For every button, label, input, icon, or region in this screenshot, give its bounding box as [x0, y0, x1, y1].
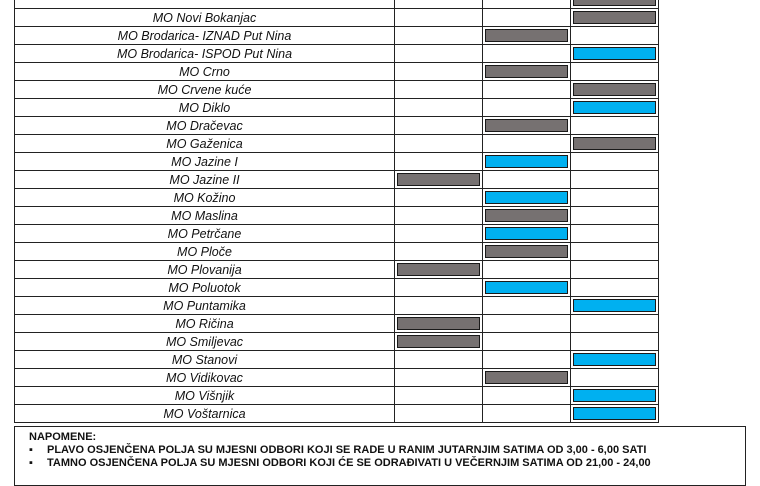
- dark-shaded-slot: [485, 371, 568, 384]
- schedule-cell: [395, 189, 483, 207]
- schedule-cell: [483, 261, 571, 279]
- empty-slot: [397, 119, 480, 132]
- schedule-cell: [571, 207, 659, 225]
- schedule-cell: [395, 207, 483, 225]
- schedule-table-body: [15, 0, 659, 423]
- schedule-cell: [395, 0, 483, 9]
- table-row: [15, 45, 659, 63]
- empty-slot: [573, 65, 656, 78]
- table-row: [15, 387, 659, 405]
- mjesni-odbor-name: [15, 0, 395, 9]
- table-row: [15, 333, 659, 351]
- empty-slot: [573, 335, 656, 348]
- schedule-cell: [483, 9, 571, 27]
- schedule-cell: [395, 225, 483, 243]
- table-row: [15, 0, 659, 9]
- schedule-cell: [483, 333, 571, 351]
- blue-shaded-slot: [573, 299, 656, 312]
- empty-slot: [485, 353, 568, 366]
- schedule-cell: [483, 81, 571, 99]
- blue-shaded-slot: [573, 101, 656, 114]
- table-row: [15, 369, 659, 387]
- empty-slot: [397, 47, 480, 60]
- blue-shaded-slot: [573, 353, 656, 366]
- mjesni-odbor-name: MO Kožino: [15, 189, 395, 207]
- schedule-cell: [395, 135, 483, 153]
- table-row: [15, 189, 659, 207]
- schedule-cell: [395, 297, 483, 315]
- schedule-cell: [395, 153, 483, 171]
- empty-slot: [573, 227, 656, 240]
- schedule-cell: [571, 45, 659, 63]
- schedule-cell: [483, 171, 571, 189]
- schedule-cell: [395, 45, 483, 63]
- schedule-cell: [571, 243, 659, 261]
- schedule-cell: [483, 135, 571, 153]
- table-row: [15, 117, 659, 135]
- mjesni-odbor-name: MO Stanovi: [15, 351, 395, 369]
- table-row: [15, 9, 659, 27]
- table-row: [15, 297, 659, 315]
- mjesni-odbor-name: MO Jazine II: [15, 171, 395, 189]
- dark-shaded-slot: [485, 29, 568, 42]
- empty-slot: [485, 335, 568, 348]
- schedule-cell: [395, 63, 483, 81]
- empty-slot: [485, 389, 568, 402]
- schedule-cell: [395, 405, 483, 423]
- mjesni-odbor-name: MO Višnjik: [15, 387, 395, 405]
- mjesni-odbor-name: MO Smiljevac: [15, 333, 395, 351]
- dark-shaded-slot: [397, 263, 480, 276]
- empty-slot: [397, 29, 480, 42]
- schedule-cell: [483, 117, 571, 135]
- empty-slot: [397, 227, 480, 240]
- schedule-cell: [571, 135, 659, 153]
- dark-shaded-slot: [573, 137, 656, 150]
- table-row: [15, 243, 659, 261]
- dark-shaded-slot: [397, 335, 480, 348]
- mjesni-odbor-name: MO Diklo: [15, 99, 395, 117]
- schedule-cell: [483, 45, 571, 63]
- schedule-cell: [483, 153, 571, 171]
- dark-shaded-slot: [573, 11, 656, 24]
- schedule-cell: [395, 81, 483, 99]
- schedule-cell: [571, 81, 659, 99]
- note-item: [29, 457, 731, 470]
- empty-slot: [573, 317, 656, 330]
- schedule-cell: [571, 297, 659, 315]
- schedule-cell: [395, 333, 483, 351]
- empty-slot: [397, 209, 480, 222]
- empty-slot: [573, 371, 656, 384]
- schedule-cell: [395, 261, 483, 279]
- schedule-cell: [483, 99, 571, 117]
- empty-slot: [485, 263, 568, 276]
- bullet-icon: ▪: [29, 457, 33, 469]
- table-row: [15, 207, 659, 225]
- table-row: [15, 279, 659, 297]
- mjesni-odbor-name: MO Dračevac: [15, 117, 395, 135]
- schedule-cell: [571, 225, 659, 243]
- empty-slot: [397, 65, 480, 78]
- schedule-cell: [571, 261, 659, 279]
- schedule-table: [14, 0, 659, 423]
- schedule-cell: [571, 27, 659, 45]
- mjesni-odbor-name: MO Ploče: [15, 243, 395, 261]
- empty-slot: [573, 173, 656, 186]
- schedule-cell: [571, 351, 659, 369]
- table-row: [15, 315, 659, 333]
- table-row: [15, 261, 659, 279]
- note-item: [29, 444, 731, 457]
- notes-title: NAPOMENE:: [29, 431, 97, 443]
- empty-slot: [397, 155, 480, 168]
- schedule-cell: [571, 387, 659, 405]
- empty-slot: [485, 83, 568, 96]
- empty-slot: [397, 353, 480, 366]
- schedule-cell: [571, 99, 659, 117]
- empty-slot: [485, 101, 568, 114]
- notes-box: [14, 426, 746, 486]
- schedule-cell: [483, 243, 571, 261]
- schedule-cell: [571, 117, 659, 135]
- blue-shaded-slot: [485, 281, 568, 294]
- empty-slot: [573, 119, 656, 132]
- dark-shaded-slot: [485, 65, 568, 78]
- table-row: [15, 225, 659, 243]
- dark-shaded-slot: [485, 209, 568, 222]
- blue-shaded-slot: [573, 407, 656, 420]
- schedule-cell: [395, 369, 483, 387]
- note-text: TAMNO OSJENČENA POLJA SU MJESNI ODBORI KOJI ĆE SE ODRAĐIVATI U VEČERNJIM SATIMA OD 21,00 - 24,00: [47, 457, 651, 469]
- schedule-cell: [483, 297, 571, 315]
- table-row: [15, 99, 659, 117]
- mjesni-odbor-name: MO Petrčane: [15, 225, 395, 243]
- mjesni-odbor-name: MO Maslina: [15, 207, 395, 225]
- schedule-cell: [571, 315, 659, 333]
- mjesni-odbor-name: MO Crno: [15, 63, 395, 81]
- blue-shaded-slot: [485, 155, 568, 168]
- schedule-cell: [483, 0, 571, 9]
- schedule-cell: [483, 63, 571, 81]
- dark-shaded-slot: [485, 245, 568, 258]
- mjesni-odbor-name: MO Brodarica- IZNAD Put Nina: [15, 27, 395, 45]
- schedule-cell: [483, 351, 571, 369]
- note-text: PLAVO OSJENČENA POLJA SU MJESNI ODBORI KOJI SE RADE U RANIM JUTARNJIM SATIMA OD 3,00 - 6,00 SATI: [47, 444, 647, 456]
- schedule-cell: [571, 279, 659, 297]
- schedule-cell: [571, 153, 659, 171]
- empty-slot: [485, 317, 568, 330]
- mjesni-odbor-name: MO Poluotok: [15, 279, 395, 297]
- mjesni-odbor-name: MO Brodarica- ISPOD Put Nina: [15, 45, 395, 63]
- schedule-cell: [483, 405, 571, 423]
- schedule-cell: [571, 9, 659, 27]
- empty-slot: [397, 83, 480, 96]
- bullet-icon: ▪: [29, 444, 33, 456]
- table-row: [15, 27, 659, 45]
- schedule-cell: [395, 117, 483, 135]
- schedule-cell: [395, 315, 483, 333]
- empty-slot: [573, 245, 656, 258]
- mjesni-odbor-name: MO Puntamika: [15, 297, 395, 315]
- schedule-cell: [483, 279, 571, 297]
- empty-slot: [397, 137, 480, 150]
- empty-slot: [397, 245, 480, 258]
- schedule-cell: [395, 9, 483, 27]
- empty-slot: [573, 263, 656, 276]
- blue-shaded-slot: [485, 227, 568, 240]
- table-row: [15, 405, 659, 423]
- schedule-cell: [483, 27, 571, 45]
- schedule-cell: [571, 171, 659, 189]
- schedule-cell: [395, 351, 483, 369]
- schedule-cell: [571, 369, 659, 387]
- dark-shaded-slot: [573, 83, 656, 96]
- empty-slot: [397, 371, 480, 384]
- schedule-cell: [395, 243, 483, 261]
- mjesni-odbor-name: MO Jazine I: [15, 153, 395, 171]
- empty-slot: [485, 173, 568, 186]
- empty-slot: [573, 155, 656, 168]
- empty-slot: [397, 11, 480, 24]
- table-row: [15, 171, 659, 189]
- dark-shaded-slot: [397, 173, 480, 186]
- blue-shaded-slot: [573, 47, 656, 60]
- mjesni-odbor-name: MO Vidikovac: [15, 369, 395, 387]
- dark-shaded-slot: [397, 317, 480, 330]
- empty-slot: [485, 299, 568, 312]
- schedule-cell: [395, 171, 483, 189]
- mjesni-odbor-name: MO Voštarnica: [15, 405, 395, 423]
- empty-slot: [485, 11, 568, 24]
- mjesni-odbor-name: MO Crvene kuće: [15, 81, 395, 99]
- blue-shaded-slot: [485, 191, 568, 204]
- empty-slot: [573, 29, 656, 42]
- empty-slot: [485, 0, 568, 6]
- mjesni-odbor-name: MO Plovanija: [15, 261, 395, 279]
- dark-shaded-slot: [573, 0, 656, 6]
- schedule-cell: [483, 369, 571, 387]
- schedule-cell: [571, 189, 659, 207]
- schedule-cell: [395, 387, 483, 405]
- table-row: [15, 351, 659, 369]
- empty-slot: [573, 281, 656, 294]
- schedule-cell: [395, 27, 483, 45]
- schedule-cell: [483, 387, 571, 405]
- empty-slot: [397, 407, 480, 420]
- empty-slot: [397, 281, 480, 294]
- empty-slot: [397, 191, 480, 204]
- empty-slot: [397, 299, 480, 312]
- table-row: [15, 81, 659, 99]
- mjesni-odbor-name: MO Novi Bokanjac: [15, 9, 395, 27]
- schedule-cell: [571, 333, 659, 351]
- schedule-cell: [571, 0, 659, 9]
- empty-slot: [573, 209, 656, 222]
- empty-slot: [485, 407, 568, 420]
- empty-slot: [485, 47, 568, 60]
- empty-slot: [485, 137, 568, 150]
- schedule-cell: [483, 315, 571, 333]
- table-row: [15, 63, 659, 81]
- schedule-cell: [483, 225, 571, 243]
- empty-slot: [397, 101, 480, 114]
- table-row: [15, 135, 659, 153]
- mjesni-odbor-name: MO Ričina: [15, 315, 395, 333]
- schedule-cell: [571, 63, 659, 81]
- mjesni-odbor-name: MO Gaženica: [15, 135, 395, 153]
- table-row: [15, 153, 659, 171]
- schedule-cell: [483, 189, 571, 207]
- schedule-cell: [483, 207, 571, 225]
- empty-slot: [397, 389, 480, 402]
- blue-shaded-slot: [573, 389, 656, 402]
- empty-slot: [573, 191, 656, 204]
- empty-slot: [397, 0, 480, 6]
- schedule-cell: [571, 405, 659, 423]
- dark-shaded-slot: [485, 119, 568, 132]
- schedule-cell: [395, 279, 483, 297]
- schedule-cell: [395, 99, 483, 117]
